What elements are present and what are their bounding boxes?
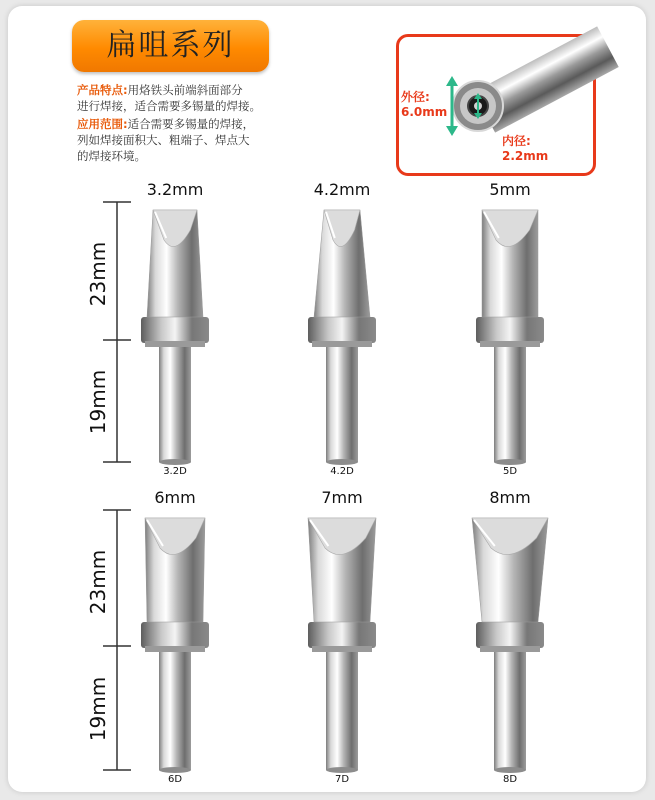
tip-size-label: 5mm: [489, 180, 531, 199]
application-text-line3: 的焊接环境。: [77, 149, 146, 163]
tip-size-label: 7mm: [321, 488, 363, 507]
tip-model-code: 6D: [167, 774, 183, 785]
application-text-line1: 适合需要多锡量的焊接，: [127, 117, 255, 131]
outer-diameter-value: 6.0mm: [401, 105, 448, 119]
tip-model-code: 5D: [502, 466, 518, 477]
soldering-tip-5: [308, 518, 376, 773]
dim-upper-row2: 23mm: [86, 549, 110, 615]
dim-lower-row2: 19mm: [86, 676, 110, 742]
application-text-line2: 列如焊接面积大、粗端子、焊点大: [77, 133, 250, 147]
outer-diameter-caption: 外径:: [401, 90, 430, 104]
tip-size-label: 4.2mm: [313, 180, 371, 199]
soldering-tip-2: [308, 210, 376, 465]
features-text-line2: 进行焊接，适合需要多锡量的焊接。: [77, 99, 261, 113]
tip-model-code: 8D: [502, 774, 518, 785]
tip-model-code: 4.2D: [330, 466, 354, 477]
tip-size-label: 3.2mm: [146, 180, 204, 199]
application-label: 应用范围:: [77, 117, 128, 131]
tip-model-code: 7D: [334, 774, 350, 785]
inner-diameter-caption: 内径:: [502, 134, 531, 148]
features-text-line1: 用烙铁头前端斜面部分: [127, 83, 243, 97]
features-label: 产品特点:: [77, 83, 128, 97]
dim-lower-row1: 19mm: [86, 369, 110, 435]
tip-model-code: 3.2D: [163, 466, 187, 477]
soldering-tip-1: [141, 210, 209, 465]
inner-diameter-value: 2.2mm: [502, 149, 549, 163]
soldering-tip-4: [141, 518, 209, 773]
tip-size-label: 6mm: [154, 488, 196, 507]
series-title: 扁咀系列: [106, 28, 235, 63]
tip-size-label: 8mm: [489, 488, 531, 507]
soldering-tip-6: [472, 518, 548, 773]
dim-upper-row1: 23mm: [86, 241, 110, 307]
soldering-tip-3: [476, 210, 544, 465]
